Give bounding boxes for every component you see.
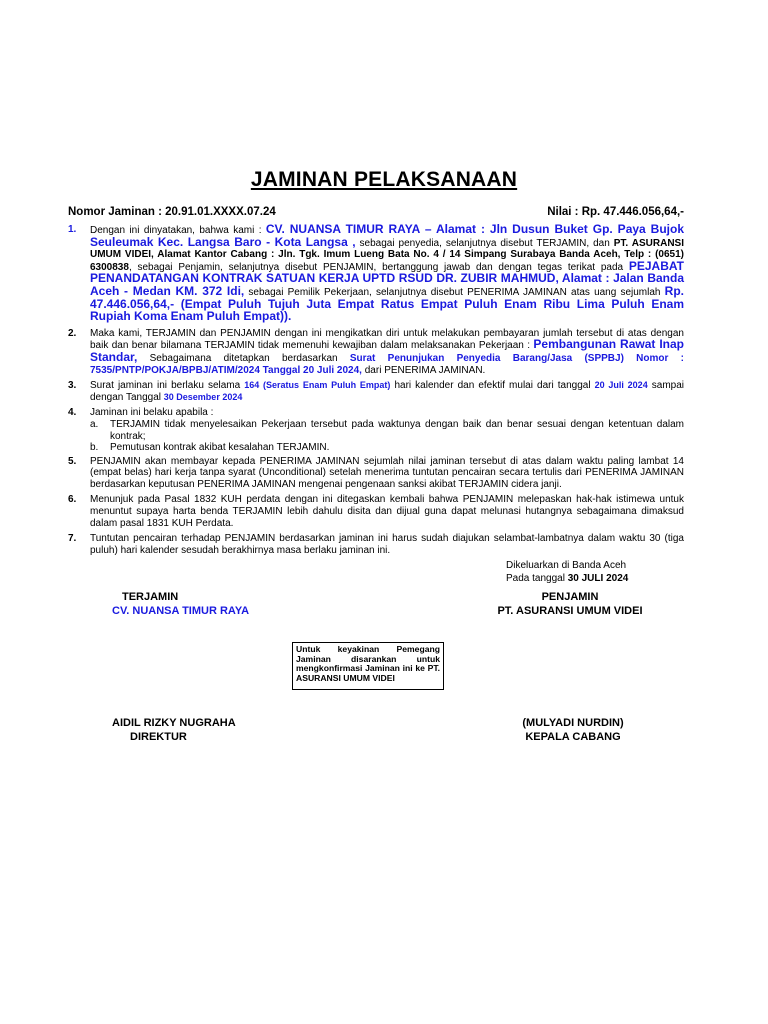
clause-number: 3. — [68, 380, 77, 392]
clause-text: Dengan ini dinyatakan, bahwa kami : — [90, 225, 266, 236]
guarantor-company: PT. ASURANSI UMUM VIDEI — [497, 605, 643, 617]
clause-text: sebagai Pemilik Pekerjaan, selanjutnya disebut PENERIMA JAMINAN atas uang sejumlah — [244, 286, 665, 298]
clause-text: Sebagaimana ditetapkan berdasarkan — [137, 352, 350, 364]
clause-text: Tuntutan pencairan terhadap PENJAMIN berdasarkan jaminan ini harus sudah diajukan selambat-lambatnya dalam waktu 30 (tiga puluh) hari kalender sesudah berakhirnya masa berlaku jaminan ini. — [90, 533, 684, 556]
clause-5 — [68, 456, 684, 491]
condition-b — [90, 442, 684, 454]
guarantor-role: PENJAMIN — [541, 591, 599, 603]
clause-list — [68, 224, 684, 560]
clause-4 — [68, 407, 684, 453]
clause-3 — [68, 380, 684, 403]
contractor-signature-block — [68, 590, 340, 618]
issue-date: 30 JULI 2024 — [567, 572, 629, 584]
clause-number: 4. — [68, 407, 77, 419]
clause-text: PENJAMIN akan membayar kepada PENERIMA JAMINAN sejumlah nilai jaminan tersebut di atas dalam waktu paling lambat 14 (empat belas) hari kerja tanpa syarat (Unconditional) setelah menerima tuntutan pencairan secara tertulis dari PENERIMA JAMINAN berdasarkan keputusan PENERIMA JAMINAN mengenai pengenaan sanksi akibat TERJAMIN cidera janji. — [90, 455, 684, 490]
beneficiary-identity: PEJABAT PENANDATANGAN KONTRAK SATUAN KERJA UPTD RSUD DR. ZUBIR MAHMUD, Alamat : Jalan Banda Aceh - Medan KM. 372 Idi, — [90, 258, 684, 298]
issue-info — [506, 560, 628, 585]
clause-number: 7. — [68, 533, 77, 545]
guarantee-amount: Rp. 47.446.056,64,- (Empat Puluh Tujuh Juta Empat Ratus Empat Puluh Enam Ribu Lima Puluh Enam Rupiah Koma Enam Puluh Empat)). — [90, 283, 684, 324]
issue-place: Dikeluarkan di Banda Aceh — [506, 560, 627, 571]
clause-number: 5. — [68, 455, 77, 467]
condition-letter: a. — [90, 418, 99, 430]
contractor-signatory-title: DIREKTUR — [130, 731, 187, 743]
clause-text: sampai dengan Tanggal — [90, 380, 684, 403]
clause-6 — [68, 494, 684, 529]
condition-letter: b. — [90, 442, 99, 454]
clause-7 — [68, 533, 684, 556]
guarantee-number: Nomor Jaminan : 20.91.01.XXXX.07.24 — [68, 206, 276, 218]
clause-text: Surat jaminan ini berlaku selama — [90, 380, 245, 392]
contractor-company: CV. NUANSA TIMUR RAYA — [112, 605, 250, 617]
guarantor-signatory-name: (MULYADI NURDIN) — [522, 717, 624, 729]
clause-text: hari kalender dan efektif mulai dari tanggal — [390, 380, 595, 392]
end-date: 30 Desember 2024 — [163, 391, 243, 402]
guarantee-meta — [68, 206, 684, 218]
contractor-signatory-name: AIDIL RIZKY NUGRAHA — [112, 717, 236, 729]
condition-text: Pemutusan kontrak akibat kesalahan TERJAMIN. — [110, 442, 330, 454]
contractor-role: TERJAMIN — [122, 591, 179, 603]
issue-date-prefix: Pada tanggal — [506, 572, 568, 584]
clause-2 — [68, 328, 684, 376]
clause-text: Jaminan ini belaku apabila : — [90, 407, 214, 419]
document-title: JAMINAN PELAKSANAAN — [250, 168, 518, 191]
guarantee-value: Nilai : Rp. 47.446.056,64,- — [547, 206, 684, 218]
guarantor-identity: PT. ASURANSI UMUM VIDEI, Alamat Kantor Cabang : Jln. Tgk. Imum Lueng Bata No. 4 / 14 Simpang Surabaya Banda Aceh, Telp : (0651) 6300838 — [90, 237, 684, 273]
clause-number: 6. — [68, 494, 77, 506]
clause-number: 2. — [68, 327, 77, 339]
clause-text: , sebagai Penjamin, selanjutnya disebut PENJAMIN, bertanggung jawab dan dengan tegas terikat pada — [128, 261, 629, 273]
guarantor-signature-block — [470, 590, 670, 618]
clause-text: Menunjuk pada Pasal 1832 KUH perdata dengan ini ditegaskan kembali bahwa PENJAMIN melepaskan hak-hak istimewa untuk menuntut supaya harta benda TERJAMIN lebih dahulu disita dan dijual guna dapat melunasi hutangnya sebagaimana dimaksud dalam pasal 1831 KUH Perdata. — [90, 494, 684, 529]
issue-date-line — [506, 573, 628, 586]
project-name: Pembangunan Rawat Inap Standar, — [90, 337, 684, 364]
clause-number: 1. — [68, 224, 77, 235]
guarantor-signatory-title: KEPALA CABANG — [525, 731, 621, 743]
contractor-identity: CV. NUANSA TIMUR RAYA – Alamat : Jln Dusun Buket Gp. Paya Bujok Seuleumak Kec. Langsa Baro - Kota Langsa , — [90, 222, 684, 249]
clause-1 — [68, 224, 684, 324]
guarantor-signatory — [478, 716, 668, 744]
sppbj-reference: Surat Penunjukan Penyedia Barang/Jasa (SPPBJ) Nomor : 7535/PNTP/POKJA/BPBJ/ATIM/2024 Tanggal 20 Juli 2024, — [90, 352, 684, 376]
condition-a — [90, 419, 684, 442]
contractor-signatory — [100, 716, 300, 744]
confirmation-notice-box: Untuk keyakinan Pemegang Jaminan disarankan untuk mengkonfirmasi Jaminan ini ke PT. ASURANSI UMUM VIDEI — [292, 642, 444, 690]
condition-text: TERJAMIN tidak menyelesaikan Pekerjaan tersebut pada waktunya dengan baik dan benar sesuai dengan ketentuan dalam kontrak; — [110, 418, 684, 442]
validity-days: 164 (Seratus Enam Puluh Empat) — [244, 380, 391, 391]
clause-text: Maka kami, TERJAMIN dan PENJAMIN dengan ini mengikatkan diri untuk melakukan pembayaran jumlah tersebut di atas dengan baik dan benar bilamana TERJAMIN tidak memenuhi kewajiban dalam melaksanakan Pekerjaan : — [90, 327, 684, 352]
clause-text: dari PENERIMA JAMINAN. — [361, 364, 486, 376]
clause-text: sebagai penyedia, selanjutnya disebut TERJAMIN, dan — [355, 237, 614, 249]
start-date: 20 Juli 2024 — [594, 380, 648, 391]
